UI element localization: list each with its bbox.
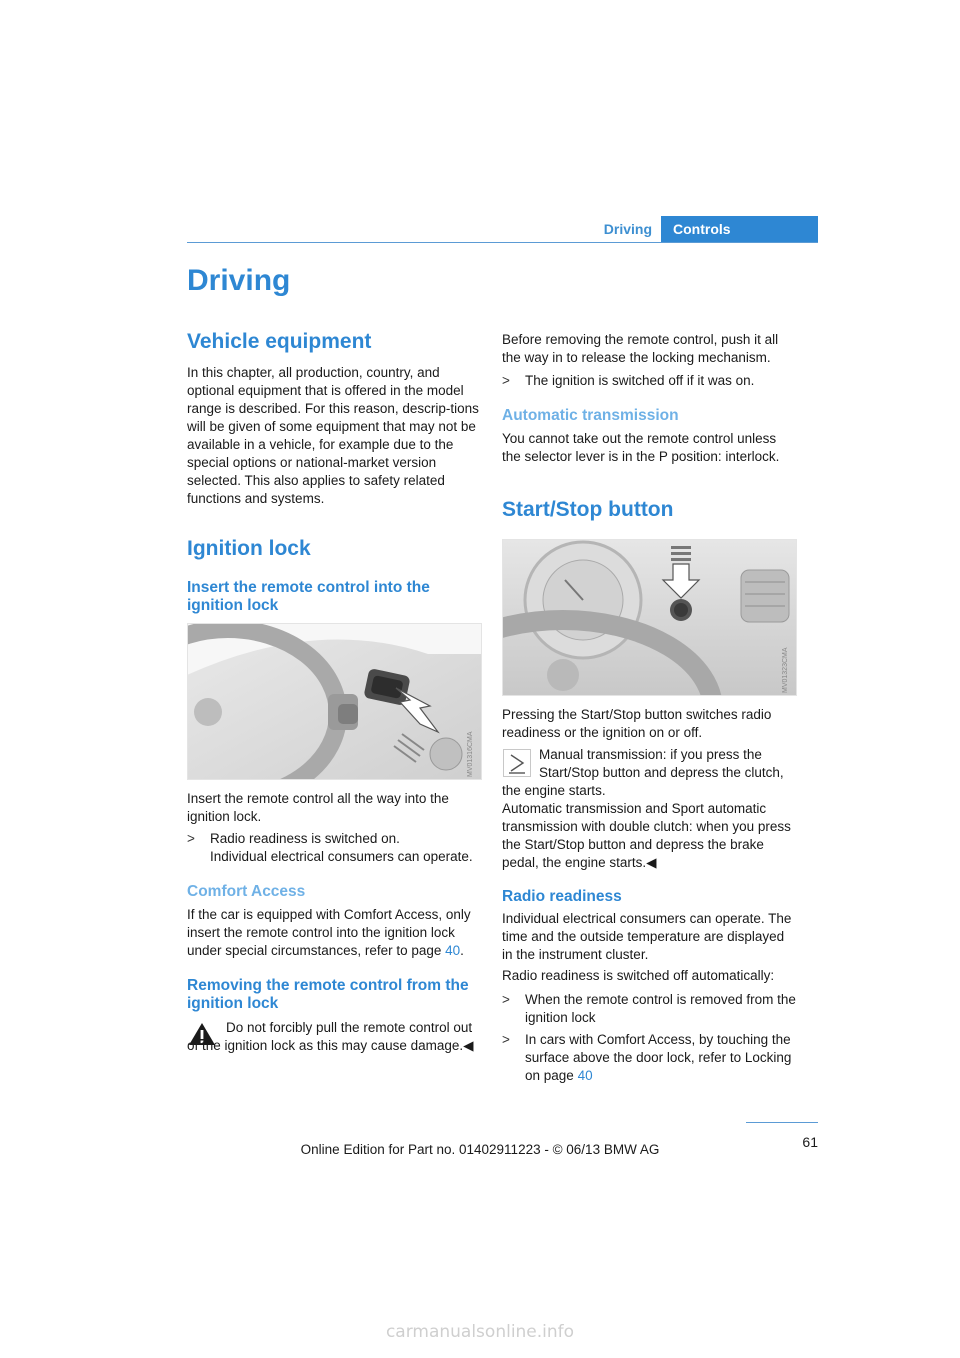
heading-comfort-access: Comfort Access xyxy=(187,883,306,900)
warning-text xyxy=(187,1019,479,1055)
ignition-lock-illustration xyxy=(188,624,481,779)
start-stop-text: Pressing the Start/Stop button switches radio readiness or the ignition on or off. xyxy=(502,707,772,740)
comfort-access-text xyxy=(187,906,479,960)
heading-removing-remote: Removing the remote control from the ignition lock xyxy=(187,977,469,1012)
heading-radio-readiness: Radio readiness xyxy=(502,888,622,905)
list-item xyxy=(187,830,487,866)
radio-off-intro: Radio readiness is switched off automatically: xyxy=(502,968,775,983)
note-icon xyxy=(503,749,531,782)
header-section-label: Driving xyxy=(603,221,652,237)
list-item xyxy=(502,1031,798,1085)
bullet-text: The ignition is switched off if it was on. xyxy=(525,373,755,388)
header-rule xyxy=(187,242,818,243)
comfort-access-body: If the car is equipped with Comfort Access, only insert the remote control into the ignition lock under special circumstances, refer to page xyxy=(187,907,471,958)
photo-code: MV01316CMA xyxy=(467,731,474,777)
insert-remote-text: Insert the remote control all the way into the ignition lock. xyxy=(187,791,449,824)
page-number-rule xyxy=(746,1122,818,1123)
note-automatic-text xyxy=(502,800,798,872)
bullet-body: In cars with Comfort Access, by touching the surface above the door lock, refer to Locking on page xyxy=(525,1032,792,1083)
bullet-text: When the remote control is removed from the ignition lock xyxy=(525,992,796,1025)
end-mark: ◀ xyxy=(463,1038,474,1053)
bullet-text xyxy=(525,1031,798,1085)
watermark: carmanualsonline.info xyxy=(385,1322,575,1342)
note-line-2: Start/Stop button and depress the clutch, xyxy=(539,765,784,780)
start-stop-photo xyxy=(502,539,797,696)
bullet-marker: > xyxy=(502,373,510,388)
heading-automatic-transmission: Automatic transmission xyxy=(502,407,679,424)
start-stop-illustration xyxy=(503,540,796,695)
page-ref-link[interactable]: 40 xyxy=(445,943,461,958)
photo-code: MV01323CMA xyxy=(782,647,789,693)
list-item xyxy=(502,991,798,1027)
sentence-end: . xyxy=(460,943,464,958)
heading-start-stop: Start/Stop button xyxy=(502,498,674,521)
heading-insert-remote: Insert the remote control into the ignition lock xyxy=(187,579,430,614)
heading-vehicle-equipment: Vehicle equipment xyxy=(187,330,372,353)
footer-edition: Online Edition for Part no. 01402911223 - © 06/13 BMW AG xyxy=(300,1142,660,1157)
ignition-lock-photo xyxy=(187,623,482,780)
list-item xyxy=(502,372,798,390)
radio-readiness-text: Individual electrical consumers can operate. The time and the outside temperature are displayed in the instrument cluster. xyxy=(502,911,792,962)
end-mark: ◀ xyxy=(646,855,657,870)
before-removing-text: Before removing the remote control, push it all the way in to release the locking mechanism. xyxy=(502,332,779,365)
note-line-1: Manual transmission: if you press the xyxy=(539,747,762,762)
vehicle-equipment-text: In this chapter, all production, country, and optional equipment that is offered in the model range is described. For this reason, descrip-tions will be given of some equipment that may not be available in a vehicle, for example due to the special options or national-market version selected. This also applies to safety related functions and systems. xyxy=(187,365,479,506)
header-chapter-tab: Controls xyxy=(661,216,818,242)
page-title: Driving xyxy=(187,264,291,297)
bullet-text-continued: Individual electrical consumers can operate. xyxy=(210,849,473,864)
bullet-text: Radio readiness is switched on. xyxy=(210,831,400,846)
bullet-marker: > xyxy=(502,1032,510,1047)
warning-body: Do not forcibly pull the remote control out of the ignition lock as this may cause damage. xyxy=(187,1020,473,1053)
note-automatic-body: Automatic transmission and Sport automatic transmission with double clutch: when you press the Start/Stop button and depress the brake pedal, the engine starts. xyxy=(502,801,791,870)
note-line-3: the engine starts. xyxy=(502,783,606,798)
bullet-marker: > xyxy=(502,992,510,1007)
page-ref-link[interactable]: 40 xyxy=(577,1068,593,1083)
automatic-transmission-text: You cannot take out the remote control unless the selector lever is in the P position: interlock. xyxy=(502,431,780,464)
page-number: 61 xyxy=(802,1134,818,1150)
bullet-marker: > xyxy=(187,831,195,846)
heading-ignition-lock: Ignition lock xyxy=(187,537,311,560)
